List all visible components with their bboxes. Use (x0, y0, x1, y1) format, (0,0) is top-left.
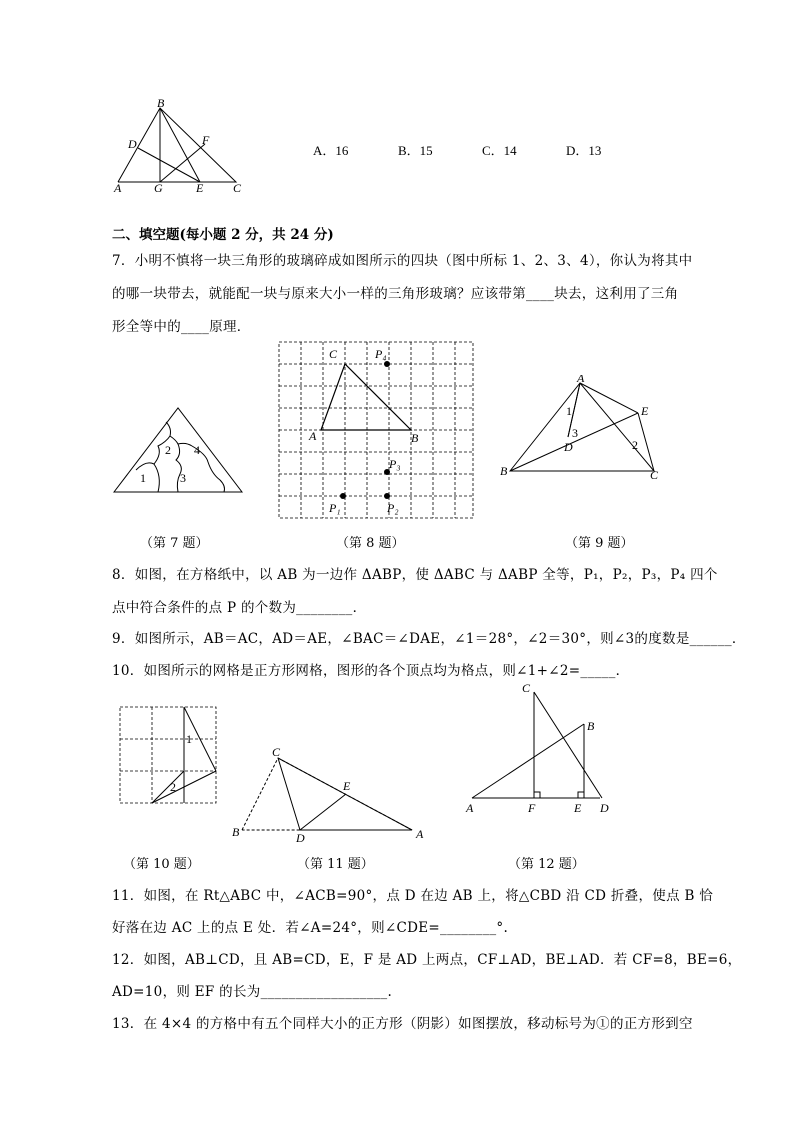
choice-a: A．16 (313, 143, 349, 158)
choice-b: B．15 (398, 143, 433, 158)
q10: 10．如图所示的网格是正方形网格，图形的各个顶点均为格点，则∠1+∠2=_____． (112, 663, 630, 679)
piece-3: 3 (180, 471, 186, 485)
piece-1: 1 (140, 471, 146, 485)
label-G: G (154, 181, 163, 195)
figure-q7 (110, 402, 250, 498)
caption-q10: （第 10 题） (123, 857, 200, 872)
label-D: D (128, 137, 137, 151)
label-D: D (564, 440, 573, 454)
figure-q11 (228, 742, 428, 842)
label-D: D (600, 801, 609, 815)
caption-q7: （第 7 题） (140, 536, 209, 551)
choice-c: C．14 (482, 143, 517, 158)
angle-2: 2 (170, 780, 176, 794)
piece-4: 4 (194, 443, 200, 457)
angle-1: 1 (186, 732, 192, 746)
label-A: A (577, 375, 585, 385)
section-title: 二、填空题(每小题 2 分，共 24 分) (112, 227, 334, 243)
label-P1: P₁ (329, 501, 341, 515)
q12-line2: AD=10，则 EF 的长为__________________. (112, 984, 393, 1000)
label-E: E (641, 404, 649, 418)
q11-line2: 好落在边 AC 上的点 E 处．若∠A=24°，则∠CDE=________°. (112, 920, 509, 936)
label-C: C (233, 181, 242, 195)
label-E: E (343, 779, 351, 793)
label-B: B (411, 431, 419, 445)
q7-line2: 的哪一块带去，就能配一块与原来大小一样的三角形玻璃？应该带第____块去，这利用了三角 (112, 286, 679, 302)
figure-q8 (277, 340, 477, 522)
caption-q11: （第 11 题） (297, 857, 374, 872)
figure-q12 (462, 680, 622, 818)
q11-line1: 11．如图，在 Rt△ABC 中，∠ACB=90°，点 D 在边 AB 上，将△CBD 沿 CD 折叠，使点 B 恰 (112, 888, 714, 904)
label-C: C (272, 745, 281, 759)
label-B: B (232, 825, 240, 839)
q8-line2: 点中符合条件的点 P 的个数为________． (112, 600, 367, 616)
label-P2: P₂ (387, 501, 399, 515)
label-C: C (329, 347, 338, 361)
q8-line1: 8．如图，在方格纸中，以 AB 为一边作 ΔABP，使 ΔABC 与 ΔABP 全等，P₁，P₂，P₃，P₄ 四个 (112, 567, 718, 583)
caption-q8: （第 8 题） (336, 536, 405, 551)
label-F: F (202, 133, 210, 147)
figure-q10 (118, 705, 220, 807)
figure-q9 (496, 375, 666, 481)
angle-3: 3 (572, 426, 578, 440)
caption-q9: （第 9 题） (565, 536, 634, 551)
q12-line1: 12．如图，AB⊥CD，且 AB=CD，E，F 是 AD 上两点，CF⊥AD，BE⊥AD．若 CF=8，BE=6， (112, 952, 742, 968)
label-E: E (196, 181, 204, 195)
choice-d: D．13 (566, 143, 602, 158)
q13-line1: 13．在 4×4 的方格中有五个同样大小的正方形（阴影）如图摆放，移动标号为①的正方形到空 (112, 1016, 693, 1032)
label-P3: P₃ (389, 457, 401, 471)
q9: 9．如图所示，AB＝AC，AD＝AE，∠BAC＝∠DAE，∠1＝28°，∠2＝30°，则∠3的度数是______． (112, 631, 746, 647)
angle-2: 2 (632, 438, 638, 452)
figure-q6 (110, 96, 250, 196)
label-D: D (296, 831, 305, 842)
q7-line1: 7．小明不慎将一块三角形的玻璃碎成如图所示的四块（图中所标 1、2、3、4），你认为将其中 (112, 253, 693, 269)
label-B: B (157, 96, 165, 110)
caption-q12: （第 12 题） (508, 857, 585, 872)
label-A: A (416, 827, 424, 841)
label-E: E (574, 801, 582, 815)
label-A: A (466, 801, 474, 815)
label-P4: P₄ (375, 347, 387, 361)
label-B: B (587, 719, 595, 733)
label-A: A (114, 181, 122, 195)
label-C: C (650, 468, 659, 481)
label-C: C (522, 681, 531, 695)
label-B: B (500, 464, 508, 478)
label-F: F (528, 801, 536, 815)
q7-line3: 形全等中的____原理． (112, 319, 251, 335)
piece-2: 2 (165, 443, 171, 457)
label-A: A (309, 429, 317, 443)
angle-1: 1 (566, 404, 572, 418)
